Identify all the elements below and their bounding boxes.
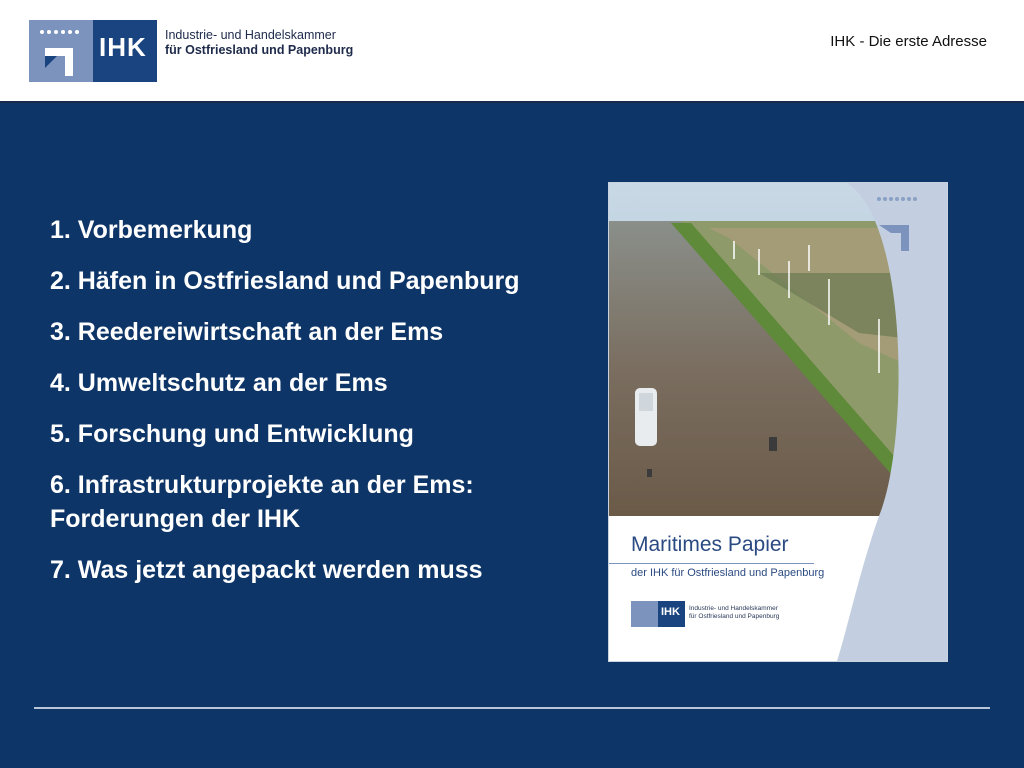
cover-logo-line1: Industrie- und Handelskammer (689, 605, 778, 612)
agenda-item: 3. Reedereiwirtschaft an der Ems (50, 318, 444, 346)
footer-divider (34, 707, 990, 709)
header (0, 0, 1024, 102)
content-panel (0, 103, 1024, 768)
logo-dots-icon (40, 30, 79, 34)
agenda-item: 7. Was jetzt angepackt werden muss (50, 556, 483, 584)
agenda-item: 2. Häfen in Ostfriesland und Papenburg (50, 267, 520, 295)
cover-title: Maritimes Papier (631, 533, 789, 556)
ihk-arrow-icon (43, 40, 83, 76)
cover-divider (609, 563, 814, 564)
ihk-logo (29, 20, 157, 82)
brochure-cover (609, 183, 947, 661)
agenda-item: 4. Umweltschutz an der Ems (50, 369, 388, 397)
logo-abbr: IHK (99, 32, 147, 62)
header-tagline: IHK - Die erste Adresse (830, 33, 987, 50)
agenda-item: 5. Forschung und Entwicklung (50, 420, 414, 448)
logo-text (165, 28, 353, 58)
logo-line1: Industrie- und Handelskammer (165, 28, 336, 42)
cover-ihk-logo (631, 601, 685, 627)
cover-logo-abbr: IHK (661, 606, 680, 618)
agenda-item: 6. Infrastrukturprojekte an der Ems: Forderungen der IHK (50, 471, 474, 533)
cover-swoosh (609, 183, 947, 661)
cover-logo-text (689, 605, 779, 621)
cover-logo-line2: für Ostfriesland und Papenburg (689, 613, 780, 620)
logo-line2: für Ostfriesland und Papenburg (165, 43, 354, 57)
cover-subtitle: der IHK für Ostfriesland und Papenburg (631, 567, 825, 579)
agenda-list (50, 213, 570, 604)
agenda-item: 1. Vorbemerkung (50, 216, 253, 244)
